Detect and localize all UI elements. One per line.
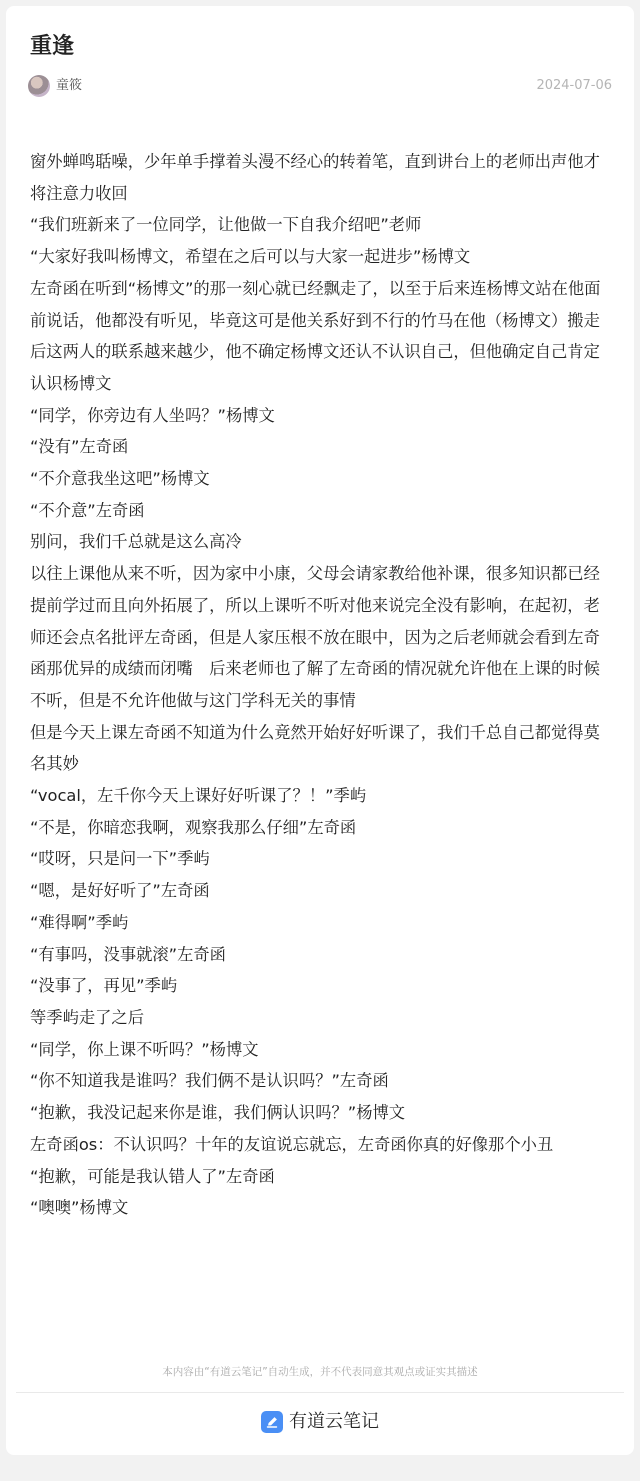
note-meta bbox=[28, 74, 612, 100]
paragraph: 左奇函在听到“杨博文”的那一刻心就已经飘走了，以至于后来连杨博文站在他面前说话，他都没有听见，毕竟这可是他关系好到不行的竹马在他（杨博文）搬走后这两人的联系越来越少，他不确定杨博文还认不认识自己，但他确定自己肯定认识杨博文 bbox=[30, 278, 601, 393]
paragraph: “难得啊”季屿 bbox=[30, 912, 129, 932]
paragraph: “噢噢”杨博文 bbox=[30, 1198, 129, 1218]
paragraph: “不介意”左奇函 bbox=[30, 500, 145, 520]
footer-divider bbox=[16, 1392, 624, 1393]
paragraph: “哎呀，只是问一下”季屿 bbox=[30, 849, 210, 869]
paragraph: 以往上课他从来不听，因为家中小康，父母会请家教给他补课，很多知识都已经提前学过而且向外拓展了，所以上课听不听对他来说完全没有影响，在起初，老师还会点名批评左奇函，但是人家压根不放在眼中，因为之后老师就会看到左奇函那优异的成绩而闭嘴 后来老师也了解了左奇函的情况就允许他在上课的时候不听，但是不允许他做与这门学科无关的事情 bbox=[30, 564, 600, 710]
paragraph: 但是今天上课左奇函不知道为什么竟然开始好好听课了，我们千总自己都觉得莫名其妙 bbox=[30, 722, 600, 774]
brand-footer[interactable] bbox=[6, 1408, 634, 1436]
note-pen-icon bbox=[261, 1411, 283, 1433]
paragraph: “我们班新来了一位同学，让他做一下自我介绍吧”老师 bbox=[30, 215, 422, 235]
avatar[interactable] bbox=[28, 75, 50, 97]
paragraph: 左奇函os：不认识吗？十年的友谊说忘就忘，左奇函你真的好像那个小丑 bbox=[30, 1134, 554, 1154]
paragraph: “嗯，是好好听了”左奇函 bbox=[30, 881, 210, 901]
paragraph: “抱歉，我没记起来你是谁，我们俩认识吗？”杨博文 bbox=[30, 1103, 406, 1123]
paragraph: “同学，你上课不听吗？”杨博文 bbox=[30, 1039, 259, 1059]
paragraph: “有事吗，没事就滚”左奇函 bbox=[30, 944, 226, 964]
paragraph: “vocal，左千你今天上课好好听课了？！”季屿 bbox=[30, 786, 367, 806]
paragraph: 别问，我们千总就是这么高冷 bbox=[30, 532, 242, 552]
paragraph: “同学，你旁边有人坐吗？”杨博文 bbox=[30, 405, 275, 425]
paragraph: 等季屿走了之后 bbox=[30, 1007, 144, 1027]
paragraph: “不介意我坐这吧”杨博文 bbox=[30, 469, 210, 489]
note-title: 重逢 bbox=[30, 34, 75, 59]
paragraph: “大家好我叫杨博文，希望在之后可以与大家一起进步”杨博文 bbox=[30, 247, 471, 267]
note-card bbox=[6, 6, 634, 1455]
disclaimer-text: 本内容由“有道云笔记”自动生成，并不代表同意其观点或证实其描述 bbox=[162, 1366, 478, 1378]
paragraph: 窗外蝉鸣聒噪，少年单手撑着头漫不经心的转着笔，直到讲台上的老师出声他才将注意力收回 bbox=[30, 152, 600, 203]
publish-date: 2024-07-06 bbox=[536, 78, 612, 93]
paragraph: “没事了，再见”季屿 bbox=[30, 976, 178, 996]
brand-name: 有道云笔记 bbox=[289, 1411, 379, 1432]
paragraph: “你不知道我是谁吗？我们俩不是认识吗？”左奇函 bbox=[30, 1071, 389, 1091]
note-body bbox=[30, 146, 614, 1224]
paragraph: “不是，你暗恋我啊，观察我那么仔细”左奇函 bbox=[30, 817, 357, 837]
author-name[interactable]: 童筱 bbox=[56, 78, 83, 93]
paragraph: “抱歉，可能是我认错人了”左奇函 bbox=[30, 1166, 275, 1186]
paragraph: “没有”左奇函 bbox=[30, 437, 129, 457]
